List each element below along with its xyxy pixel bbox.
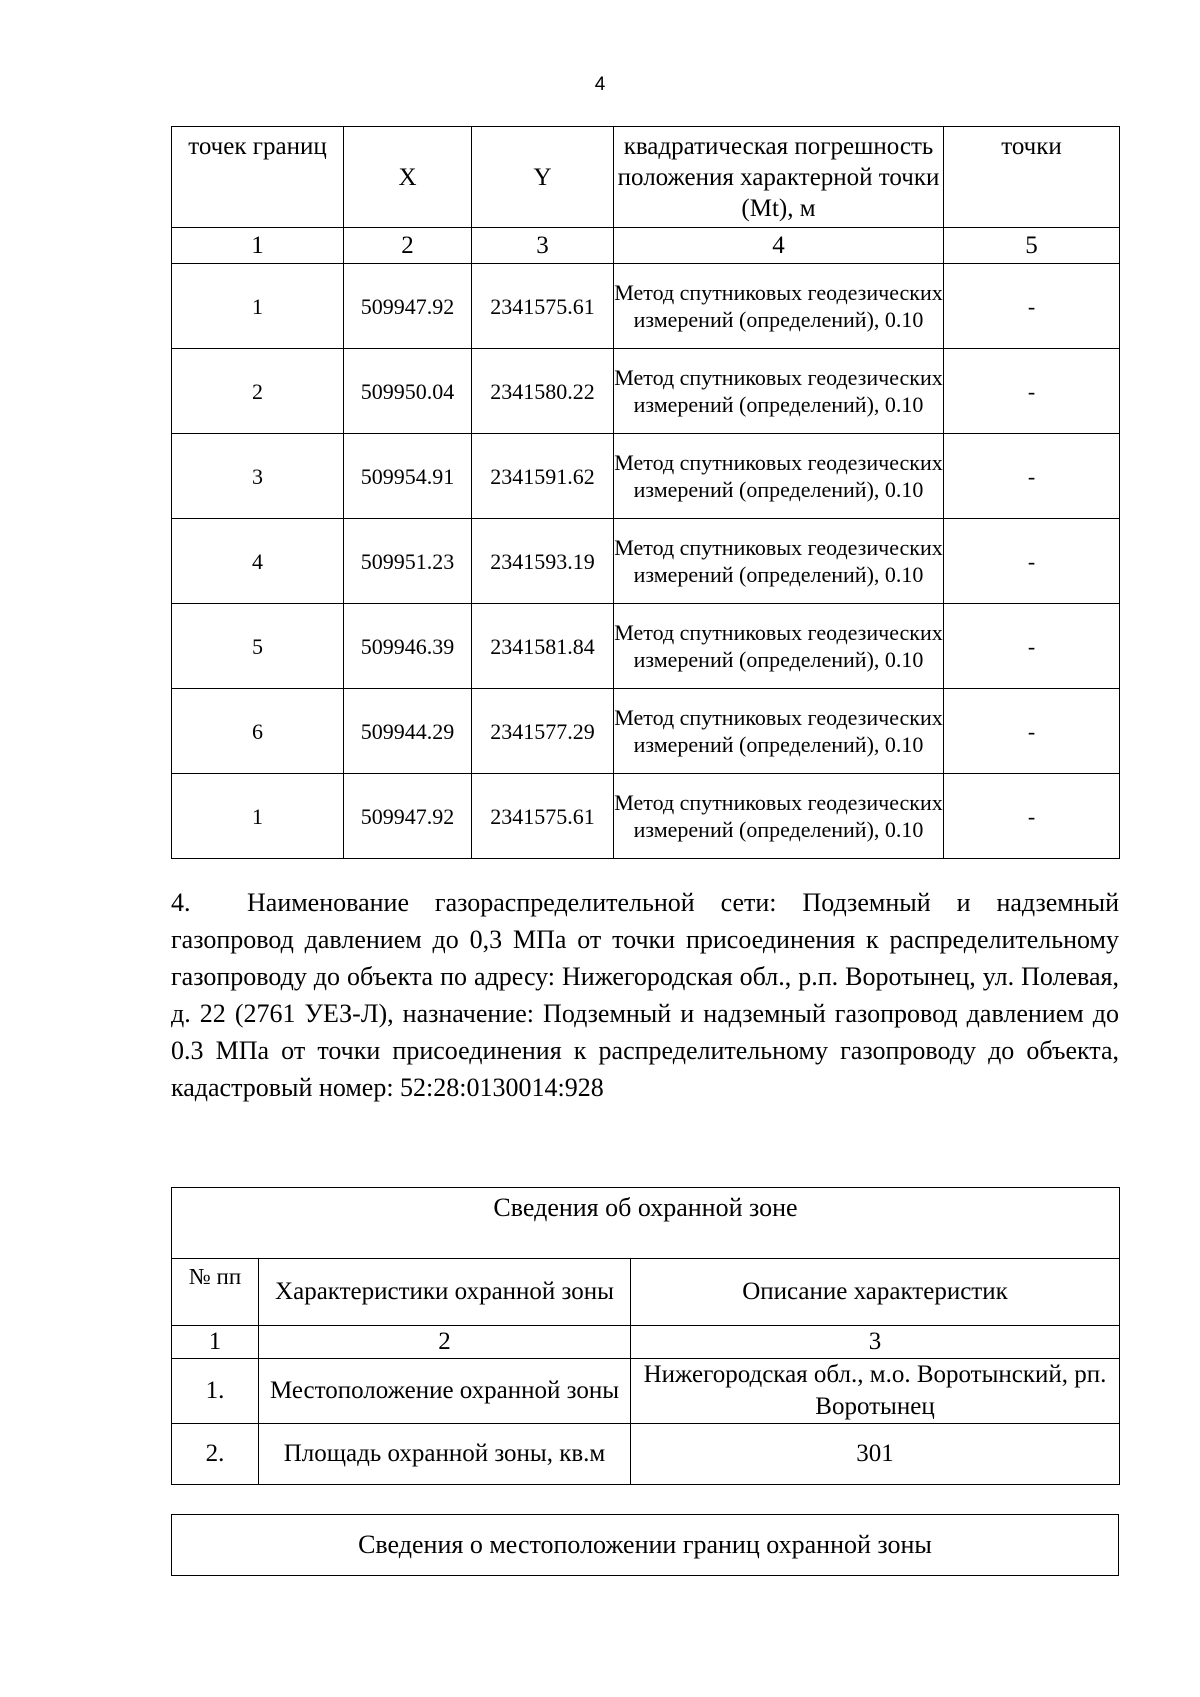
zone-header-row <box>172 1259 1120 1326</box>
characteristic-value: Нижегородская обл., м.о. Воротынский, рп. Воротынец <box>631 1359 1120 1424</box>
characteristic-value: 301 <box>631 1424 1120 1485</box>
header-row-number: № пп <box>172 1259 259 1326</box>
measurement-method: Метод спутниковых геодезических измерений (определений), 0.10 <box>614 519 944 604</box>
column-number: 1 <box>172 1326 259 1359</box>
coordinates-header-row <box>172 127 1120 228</box>
table-row <box>172 774 1120 859</box>
bounds-title-row <box>172 1515 1119 1576</box>
table-row <box>172 689 1120 774</box>
table-row <box>172 604 1120 689</box>
table-row <box>172 264 1120 349</box>
table-row <box>172 519 1120 604</box>
network-description-paragraph <box>171 884 1119 1106</box>
point-note: - <box>944 519 1120 604</box>
point-number: 5 <box>172 604 344 689</box>
measurement-method: Метод спутниковых геодезических измерений (определений), 0.10 <box>614 774 944 859</box>
protection-zone-table <box>171 1187 1120 1485</box>
point-number: 2 <box>172 349 344 434</box>
table-row <box>172 1359 1120 1424</box>
measurement-method: Метод спутниковых геодезических измерений (определений), 0.10 <box>614 434 944 519</box>
characteristic-name: Площадь охранной зоны, кв.м <box>259 1424 631 1485</box>
coord-x: 509947.92 <box>344 264 472 349</box>
coord-x: 509946.39 <box>344 604 472 689</box>
header-point-description: точки <box>944 127 1120 228</box>
coord-x: 509947.92 <box>344 774 472 859</box>
point-number: 3 <box>172 434 344 519</box>
coord-y: 2341591.62 <box>472 434 614 519</box>
point-note: - <box>944 434 1120 519</box>
point-number: 1 <box>172 774 344 859</box>
point-number: 4 <box>172 519 344 604</box>
point-note: - <box>944 774 1120 859</box>
zone-column-numbers-row <box>172 1326 1120 1359</box>
column-number: 4 <box>614 228 944 264</box>
point-note: - <box>944 349 1120 434</box>
table-row <box>172 434 1120 519</box>
column-number: 2 <box>344 228 472 264</box>
measurement-method: Метод спутниковых геодезических измерений (определений), 0.10 <box>614 264 944 349</box>
coord-y: 2341575.61 <box>472 264 614 349</box>
header-x: X <box>344 127 472 228</box>
paragraph-number: 4. <box>171 888 191 917</box>
point-note: - <box>944 264 1120 349</box>
coord-y: 2341577.29 <box>472 689 614 774</box>
table-row <box>172 1424 1120 1485</box>
header-accuracy: квадратическая погрешность положения характерной точки (Mt), м <box>614 127 944 228</box>
point-note: - <box>944 689 1120 774</box>
point-note: - <box>944 604 1120 689</box>
coord-x: 509950.04 <box>344 349 472 434</box>
paragraph-text: Наименование газораспределительной сети: Подземный и надземный газопровод давлением до 0,3 МПа от точки присоединения к распределительному газопроводу до объекта по адресу: Нижегородская обл., р.п. Воротынец, ул. Полевая, д. 22 (2761 УЕЗ-Л), назначение: Подземный и надземный газопровод давлением до 0.3 МПа от точки присоединения к распределительному газопроводу до объекта, кадастровый номер: 52:28:0130014:928 <box>171 888 1119 1102</box>
zone-table-title: Сведения об охранной зоне <box>172 1188 1120 1259</box>
column-number: 3 <box>472 228 614 264</box>
table-row <box>172 349 1120 434</box>
row-number: 2. <box>172 1424 259 1485</box>
coord-x: 509944.29 <box>344 689 472 774</box>
column-number: 3 <box>631 1326 1120 1359</box>
point-number: 1 <box>172 264 344 349</box>
coordinates-table <box>171 126 1120 859</box>
header-boundary-points: точек границ <box>172 127 344 228</box>
coord-y: 2341581.84 <box>472 604 614 689</box>
coord-x: 509954.91 <box>344 434 472 519</box>
measurement-method: Метод спутниковых геодезических измерений (определений), 0.10 <box>614 689 944 774</box>
coord-y: 2341580.22 <box>472 349 614 434</box>
header-description: Описание характеристик <box>631 1259 1120 1326</box>
point-number: 6 <box>172 689 344 774</box>
bounds-table-title: Сведения о местоположении границ охранной зоны <box>172 1515 1119 1576</box>
coord-x: 509951.23 <box>344 519 472 604</box>
column-number: 1 <box>172 228 344 264</box>
row-number: 1. <box>172 1359 259 1424</box>
zone-title-row <box>172 1188 1120 1259</box>
coord-y: 2341593.19 <box>472 519 614 604</box>
characteristic-name: Местоположение охранной зоны <box>259 1359 631 1424</box>
zone-boundaries-table <box>171 1514 1119 1576</box>
coord-y: 2341575.61 <box>472 774 614 859</box>
header-y: Y <box>472 127 614 228</box>
measurement-method: Метод спутниковых геодезических измерений (определений), 0.10 <box>614 604 944 689</box>
column-number: 5 <box>944 228 1120 264</box>
measurement-method: Метод спутниковых геодезических измерений (определений), 0.10 <box>614 349 944 434</box>
column-numbers-row <box>172 228 1120 264</box>
page-number: 4 <box>594 74 606 95</box>
header-characteristics: Характеристики охранной зоны <box>259 1259 631 1326</box>
column-number: 2 <box>259 1326 631 1359</box>
